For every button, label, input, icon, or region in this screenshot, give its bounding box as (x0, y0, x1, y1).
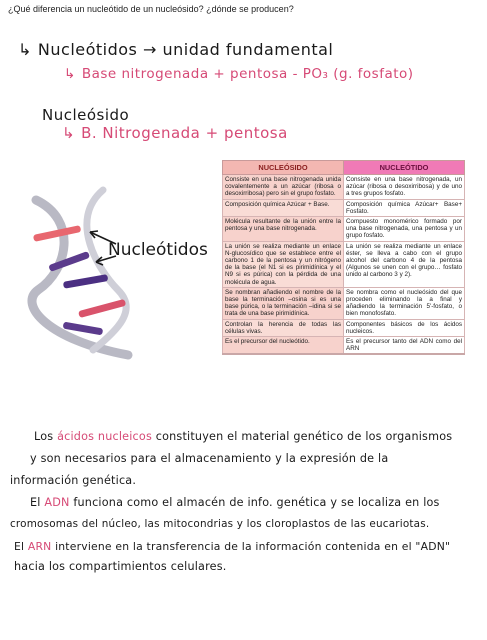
highlight-adn: ADN (44, 496, 70, 509)
note-line-4 (62, 124, 288, 142)
note-line-2-text: Base nitrogenada + pentosa - PO₃ (g. fosfato) (81, 66, 414, 82)
table-cell: Consiste en una base nitrogenada, un azúcar (ribosa o desoxirribosa) y de uno a tres grupos fosfato. (344, 175, 465, 200)
base-pair-purple-2 (63, 274, 109, 289)
paragraph-3-line-2: hacia los compartimientos celulares. (14, 560, 227, 573)
base-pair-red-2 (78, 299, 126, 318)
table-row (223, 319, 465, 336)
question-heading: ¿Qué diferencia un nucleótido de un nucleósido? ¿dónde se producen? (8, 4, 294, 14)
table-header-row (223, 161, 465, 175)
highlight-acidos-nucleicos: ácidos nucleicos (57, 430, 152, 443)
para-text: funciona como el almacén de info. genética y se localiza en los (69, 496, 440, 509)
paragraph-2-line-2: cromosomas del núcleo, las mitocondrias y los cloroplastos de las eucariotas. (10, 518, 430, 530)
table-cell: Se nombra como el nucleósido del que proceden eliminando la a final y añadiendo la terminación 5'-fosfato, o bien monofosfato. (344, 287, 465, 319)
para-text: interviene en la transferencia de la información contenida en el "ADN" (51, 540, 451, 553)
table-cell: Composición química Azúcar + Base. (223, 199, 344, 216)
table-cell: Se nombran añadiendo el nombre de la base la terminación –osina si es una base púrica, o la terminación –idina si se trata de una base pirimidínica. (223, 287, 344, 319)
para-text: El (14, 540, 28, 553)
table-row (223, 287, 465, 319)
return-arrow-icon: ↳ (18, 40, 32, 59)
para-text: constituyen el material genético de los organismos (151, 430, 453, 443)
table-cell: La unión se realiza mediante un enlace éster, se lleva a cabo con el grupo alcohol del carbono 4 de la pentosa (Algunos se unen con el grupo… fosfato unido al carbono 3 y 2). (344, 241, 465, 287)
paragraph-2-line-1 (30, 496, 440, 509)
table-cell: Componentes básicos de los ácidos nucleicos. (344, 319, 465, 336)
table-cell: Controlan la herencia de todas las células vivas. (223, 319, 344, 336)
note-line-3: Nucleósido (42, 106, 130, 124)
table-cell: La unión se realiza mediante un enlace N-glucosídico que se establece entre el carbono 1 de la pentosa y un nitrógeno de la base (el N1 si es pirimidínica y el N9 si es púrica) con la pérdida de una molécula de agua. (223, 241, 344, 287)
para-text: El (30, 496, 45, 509)
table-cell: Consiste en una base nitrogenada unida covalentemente a un azúcar (ribosa o desoxirribosa) pero sin el grupo fosfato. (223, 175, 344, 200)
highlight-arn: ARN (27, 540, 52, 553)
note-line-1 (18, 40, 333, 59)
table-row (223, 241, 465, 287)
base-pair-purple-1 (48, 251, 90, 272)
table-row (223, 217, 465, 242)
table-cell: Es el precursor del nucleótido. (223, 337, 344, 355)
paragraph-1-line-1 (34, 430, 452, 443)
header-nucleosido: NUCLEÓSIDO (223, 161, 344, 175)
table-cell: Es el precursor tanto del ADN como del ARN (344, 337, 465, 355)
return-arrow-icon: ↳ (64, 66, 76, 82)
header-nucleotido: NUCLEÓTIDO (344, 161, 465, 175)
note-line-1-text: Nucleótidos → unidad fundamental (37, 40, 334, 59)
table-cell: Compuesto monomérico formado por una base nitrogenada, una pentosa y un grupo fosfato. (344, 217, 465, 242)
para-text: Los (34, 430, 58, 443)
dna-illustration (8, 180, 203, 360)
table-cell: Molécula resultante de la unión entre la pentosa y una base nitrogenada. (223, 217, 344, 242)
paragraph-3-line-1 (14, 540, 450, 553)
table-row (223, 337, 465, 355)
paragraph-1-line-2: y son necesarios para el almacenamiento y la expresión de la (30, 452, 389, 465)
table-row (223, 199, 465, 216)
note-line-4-text: B. Nitrogenada + pentosa (81, 124, 288, 142)
illustration-label: Nucleótidos (108, 240, 208, 260)
comparison-table (222, 160, 465, 355)
dna-helix-drawing (8, 180, 203, 360)
paragraph-1-line-3: información genética. (10, 474, 137, 487)
return-arrow-icon: ↳ (62, 124, 76, 142)
note-line-2 (64, 66, 414, 82)
table-cell: Composición química Azúcar+ Base+ Fosfato. (344, 199, 465, 216)
dna-strand-back (87, 190, 126, 350)
table-row (223, 175, 465, 200)
